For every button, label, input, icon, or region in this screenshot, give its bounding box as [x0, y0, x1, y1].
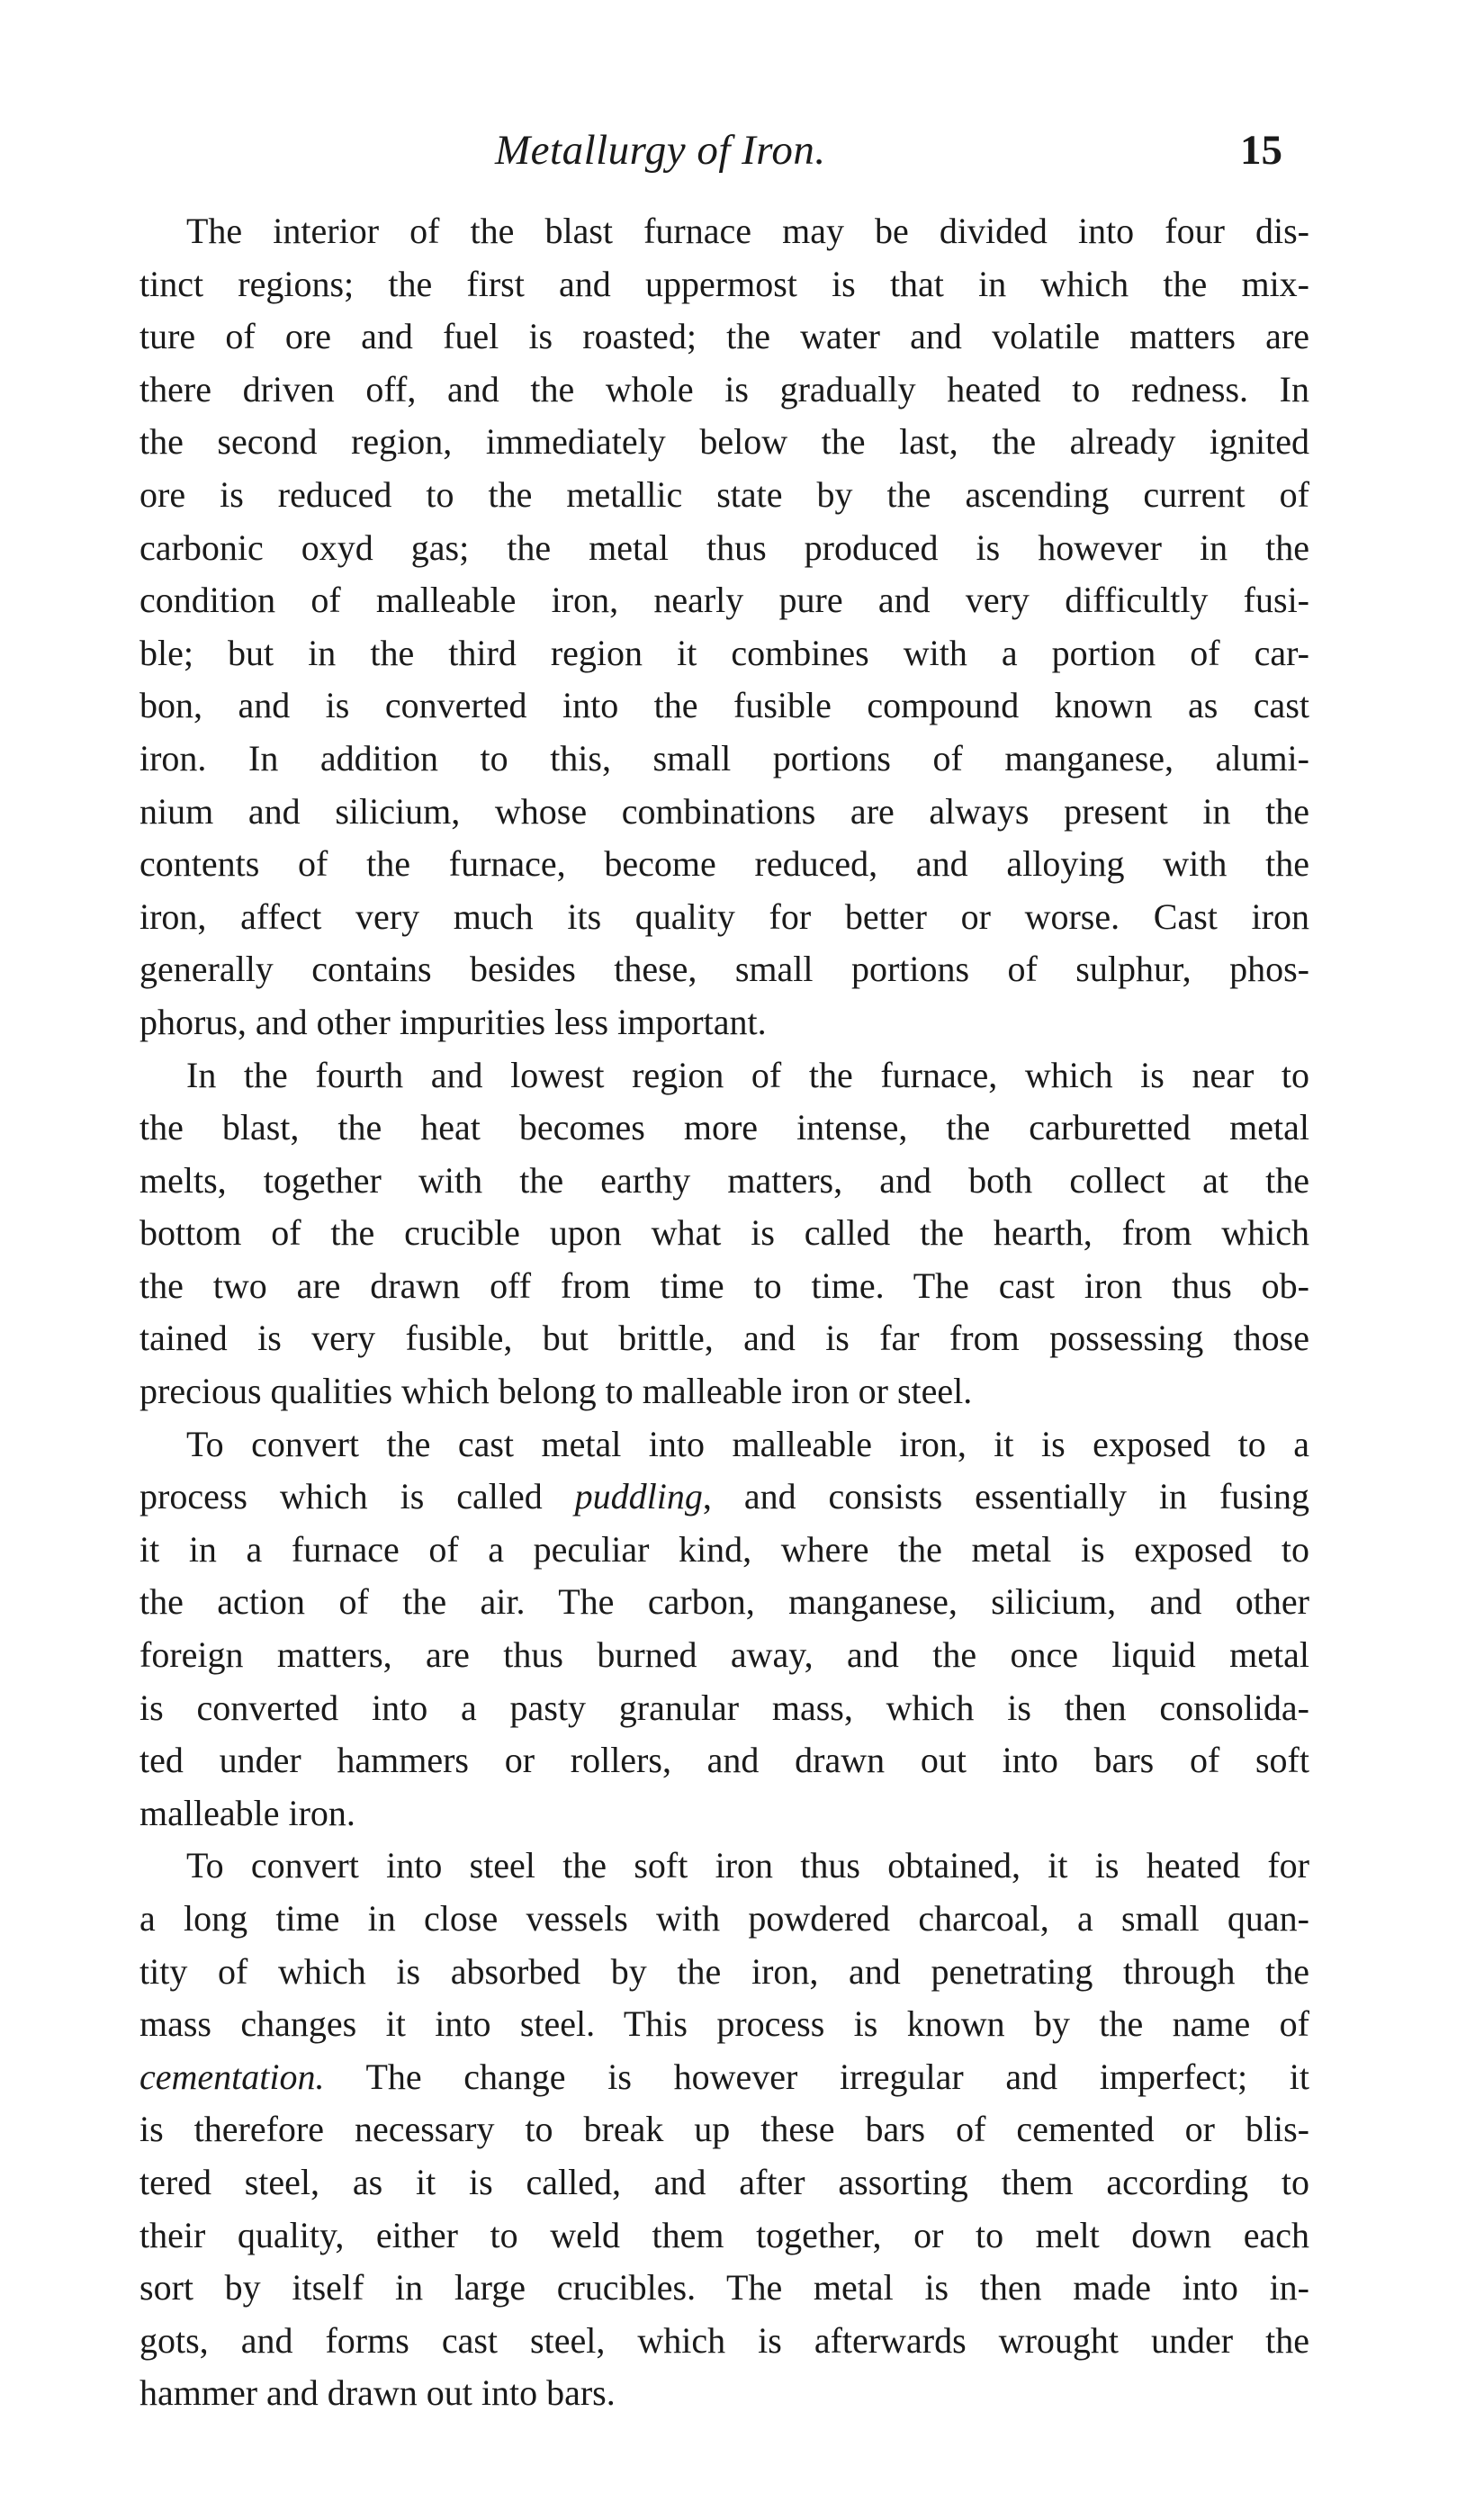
paragraph [139, 205, 1309, 1049]
text-line: the action of the air. The carbon, manganese, silicium, and other [139, 1581, 1309, 1623]
text-line: process which is called puddling, and consists essentially in fusing [139, 1476, 1309, 1517]
text-line: bottom of the crucible upon what is called the hearth, from which [139, 1212, 1309, 1254]
text-line: To convert into steel the soft iron thus obtained, it is heated for [186, 1845, 1309, 1886]
book-page [139, 126, 1309, 2414]
text-line: it in a furnace of a peculiar kind, where the metal is exposed to [139, 1528, 1309, 1570]
text-line: the two are drawn off from time to time. The cast iron thus ob- [139, 1264, 1309, 1306]
text-line: hammer and drawn out into bars. [139, 2372, 616, 2414]
text-line: The interior of the blast furnace may be divided into four dis- [186, 211, 1309, 251]
text-line: cementation. The change is however irregular and imperfect; it [139, 2056, 1309, 2097]
paragraph [139, 1418, 1309, 1840]
text-line: is therefore necessary to break up these bars of cemented or blis- [139, 2109, 1309, 2150]
text-line: foreign matters, are thus burned away, and the once liquid metal [139, 1634, 1309, 1676]
paragraph [139, 1840, 1309, 2420]
page-header [139, 126, 1309, 189]
text-line: generally contains besides these, small portions of sulphur, phos- [139, 949, 1309, 990]
italic-term: puddling [574, 1476, 703, 1517]
text-line: sort by itself in large crucibles. The metal is then made into in- [139, 2267, 1309, 2308]
text-line: ture of ore and fuel is roasted; the water and volatile matters are [139, 316, 1309, 357]
text-line: the blast, the heat becomes more intense, the carburetted metal [139, 1107, 1309, 1148]
running-title: Metallurgy of Iron. [495, 127, 826, 174]
text-line: the second region, immediately below the last, the already ignited [139, 421, 1309, 463]
text-line: condition of malleable iron, nearly pure and very difficultly fusi- [139, 580, 1309, 621]
text-line: is converted into a pasty granular mass, which is then consolida- [139, 1687, 1309, 1728]
body-text [139, 205, 1309, 2420]
text-line: malleable iron. [139, 1792, 355, 1833]
text-line: tity of which is absorbed by the iron, and penetrating through the [139, 1950, 1309, 1992]
text-line: melts, together with the earthy matters, and both collect at the [139, 1159, 1309, 1201]
text-line: iron. In addition to this, small portions of manganese, alumi- [139, 737, 1309, 778]
text-line: In the fourth and lowest region of the furnace, which is near to [186, 1054, 1309, 1095]
text-line: carbonic oxyd gas; the metal thus produced is however in the [139, 526, 1309, 568]
text-line: precious qualities which belong to malleable iron or steel. [139, 1371, 973, 1412]
text-line: To convert the cast metal into malleable iron, it is exposed to a [186, 1423, 1309, 1464]
text-line: iron, affect very much its quality for better or worse. Cast iron [139, 896, 1309, 937]
text-line: contents of the furnace, become reduced, and alloying with the [139, 843, 1309, 885]
text-line: tinct regions; the first and uppermost is that in which the mix- [139, 263, 1309, 304]
text-line: ted under hammers or rollers, and drawn out into bars of soft [139, 1740, 1309, 1781]
text-line: ore is reduced to the metallic state by the ascending current of [139, 473, 1309, 515]
text-line: their quality, either to weld them together, or to melt down each [139, 2214, 1309, 2255]
text-line: nium and silicium, whose combinations are always present in the [139, 790, 1309, 832]
text-line: tered steel, as it is called, and after assorting them according to [139, 2161, 1309, 2202]
text-line: a long time in close vessels with powdered charcoal, a small quan- [139, 1898, 1309, 1939]
text-line: tained is very fusible, but brittle, and is far from possessing those [139, 1318, 1309, 1359]
text-line: ble; but in the third region it combines with a portion of car- [139, 632, 1309, 673]
page-number: 15 [1240, 127, 1282, 174]
text-line: mass changes it into steel. This process is known by the name of [139, 2003, 1309, 2045]
paragraph [139, 1049, 1309, 1418]
text-line: bon, and is converted into the fusible compound known as cast [139, 685, 1309, 726]
italic-term: cementation. [139, 2056, 325, 2097]
text-line: phorus, and other impurities less important. [139, 1001, 767, 1042]
text-line: gots, and forms cast steel, which is afterwards wrought under the [139, 2319, 1309, 2361]
text-line: there driven off, and the whole is gradually heated to redness. In [139, 368, 1309, 410]
